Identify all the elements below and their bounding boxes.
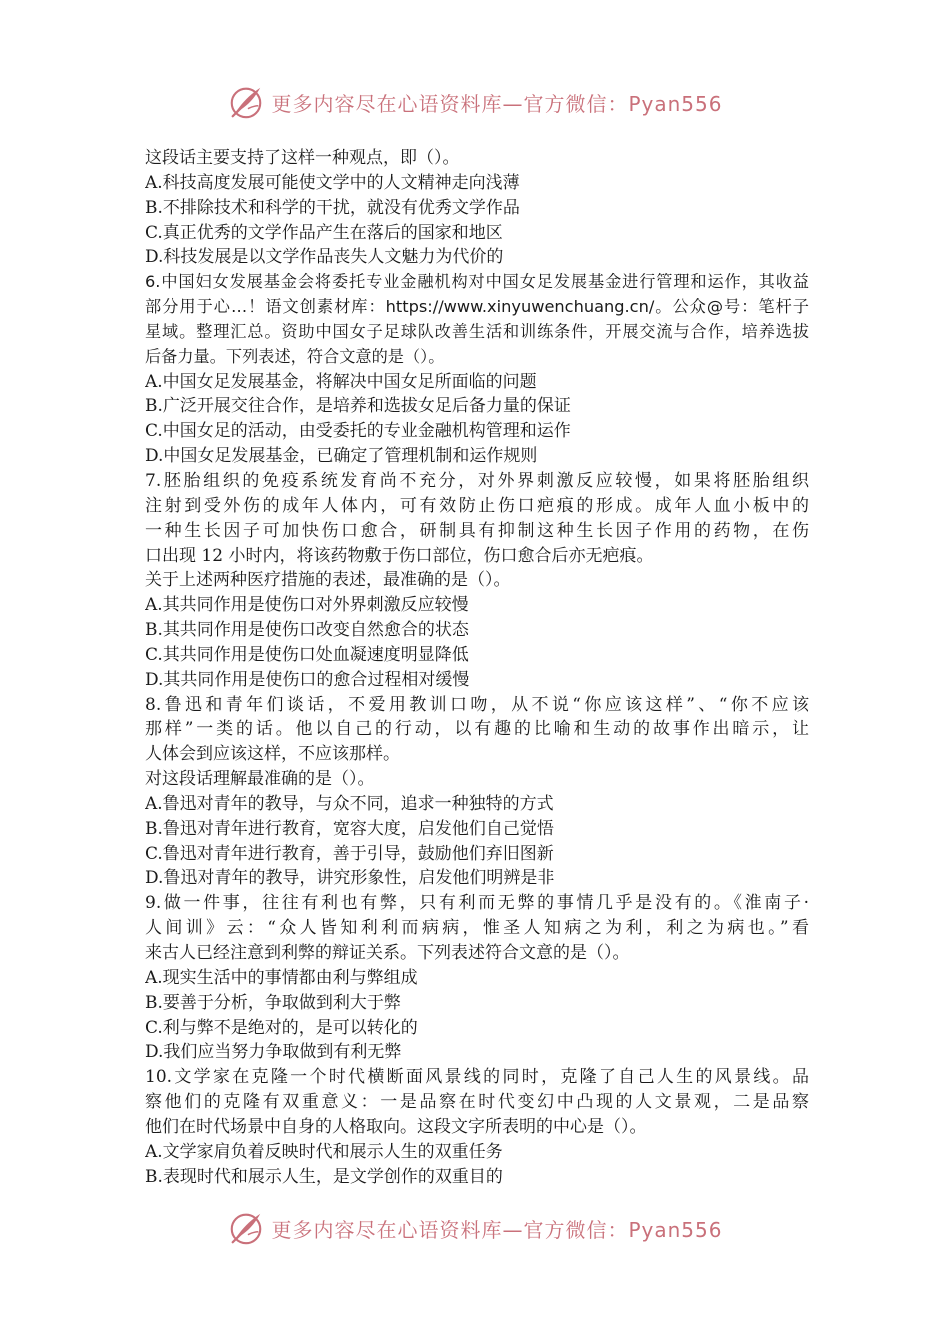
text-line: 10.文学家在克隆一个时代横断面风景线的同时，克隆了自己人生的风景线。品 bbox=[145, 1067, 809, 1088]
text-line: C.真正优秀的文学作品产生在落后的国家和地区 bbox=[145, 222, 503, 243]
text-line: B.其共同作用是使伤口改变自然愈合的状态 bbox=[145, 620, 469, 641]
text-line: B.鲁迅对青年进行教育，宽容大度，启发他们自己觉悟 bbox=[145, 818, 554, 839]
text-line: 7.胚胎组织的免疫系统发育尚不充分，对外界刺激反应较慢，如果将胚胎组织 bbox=[145, 470, 809, 491]
text-line: 察他们的克隆有双重意义：一是品察在时代变幻中凸现的人文景观，二是品察 bbox=[145, 1092, 809, 1113]
text-line: D.科技发展是以文学作品丧失人文魅力为代价的 bbox=[145, 247, 504, 268]
text-line: 来古人已经注意到利弊的辩证关系。下列表述符合文意的是（）。 bbox=[145, 943, 630, 963]
watermark-text: 更多内容尽在心语资料库—官方微信：Pyan556 bbox=[271, 91, 723, 116]
footer-watermark-banner bbox=[0, 1208, 950, 1248]
text-line: 9.做一件事，往往有利也有弊，只有利而无弊的事情几乎是没有的。《淮南子· bbox=[145, 893, 809, 914]
text-line: 他们在时代场景中自身的人格取向。这段文字所表明的中心是（）。 bbox=[145, 1116, 647, 1137]
text-line: A.科技高度发展可能使文学中的人文精神走向浅薄 bbox=[145, 172, 520, 193]
text-line: 关于上述两种医疗措施的表述，最准确的是（）。 bbox=[145, 570, 511, 591]
text-line: D.鲁迅对青年的教导，讲究形象性，启发他们明辨是非 bbox=[145, 868, 555, 889]
text-line: B.表现时代和展示人生，是文学创作的双重目的 bbox=[145, 1166, 503, 1187]
text-line: 口出现 12 小时内，将该药物敷于伤口部位，伤口愈合后亦无疤痕。 bbox=[145, 545, 654, 566]
text-line: 这段话主要支持了这样一种观点，即（）。 bbox=[145, 148, 460, 168]
text-line: 后备力量。下列表述，符合文意的是（）。 bbox=[145, 346, 445, 366]
text-line: 人间训》云：“众人皆知利利而病病，惟圣人知病之为利，利之为病也。”看 bbox=[145, 918, 809, 939]
document-body bbox=[145, 146, 809, 1189]
text-line: C.其共同作用是使伤口处血凝速度明显降低 bbox=[145, 644, 469, 665]
text-line: A.文学家肩负着反映时代和展示人生的双重任务 bbox=[145, 1141, 503, 1162]
quill-logo-icon bbox=[227, 1209, 265, 1247]
header-watermark-banner bbox=[0, 82, 950, 122]
text-line: 8.鲁迅和青年们谈话，不爱用教训口吻，从不说“你应该这样”、“你不应该 bbox=[145, 694, 809, 715]
text-line: 6.中国妇女发展基金会将委托专业金融机构对中国女足发展基金进行管理和运作，其收益 bbox=[145, 272, 809, 292]
text-line: B.广泛开展交往合作，是培养和选拔女足后备力量的保证 bbox=[145, 396, 571, 417]
text-line: B.要善于分析，争取做到利大于弊 bbox=[145, 992, 401, 1013]
text-line: C.利与弊不是绝对的，是可以转化的 bbox=[145, 1017, 418, 1038]
text-line: 人体会到应该这样，不应该那样。 bbox=[145, 744, 400, 765]
text-line: 那样”一类的话。他以自己的行动，以有趣的比喻和生动的故事作出暗示，让 bbox=[145, 719, 809, 740]
text-line: 一种生长因子可加快伤口愈合，研制具有抑制这种生长因子作用的药物，在伤 bbox=[145, 520, 809, 541]
text-line: 星域。整理汇总。资助中国女子足球队改善生活和训练条件，开展交流与合作，培养选拔 bbox=[145, 321, 809, 341]
text-line: A.中国女足发展基金，将解决中国女足所面临的问题 bbox=[145, 371, 537, 392]
text-line: D.其共同作用是使伤口的愈合过程相对缓慢 bbox=[145, 669, 470, 690]
text-line: 对这段话理解最准确的是（）。 bbox=[145, 769, 375, 790]
watermark-text: 更多内容尽在心语资料库—官方微信：Pyan556 bbox=[271, 1217, 723, 1242]
text-line: B.不排除技术和科学的干扰，就没有优秀文学作品 bbox=[145, 197, 520, 218]
text-line: D.我们应当努力争取做到有利无弊 bbox=[145, 1042, 402, 1063]
text-line: C.鲁迅对青年进行教育，善于引导，鼓励他们弃旧图新 bbox=[145, 843, 554, 864]
text-line: A.其共同作用是使伤口对外界刺激反应较慢 bbox=[145, 595, 469, 616]
text-line: D.中国女足发展基金，已确定了管理机制和运作规则 bbox=[145, 446, 538, 467]
text-line: C.中国女足的活动，由受委托的专业金融机构管理和运作 bbox=[145, 421, 571, 442]
text-line: 部分用于心…！语文创素材库：https://www.xinyuwenchuang.cn/。公众@号：笔杆子 bbox=[145, 297, 809, 317]
text-line: A.现实生活中的事情都由利与弊组成 bbox=[145, 967, 418, 988]
text-line: 注射到受外伤的成年人体内，可有效防止伤口疤痕的形成。成年人血小板中的 bbox=[145, 495, 809, 516]
quill-logo-icon bbox=[227, 83, 265, 121]
text-line: A.鲁迅对青年的教导，与众不同，追求一种独特的方式 bbox=[145, 793, 554, 814]
